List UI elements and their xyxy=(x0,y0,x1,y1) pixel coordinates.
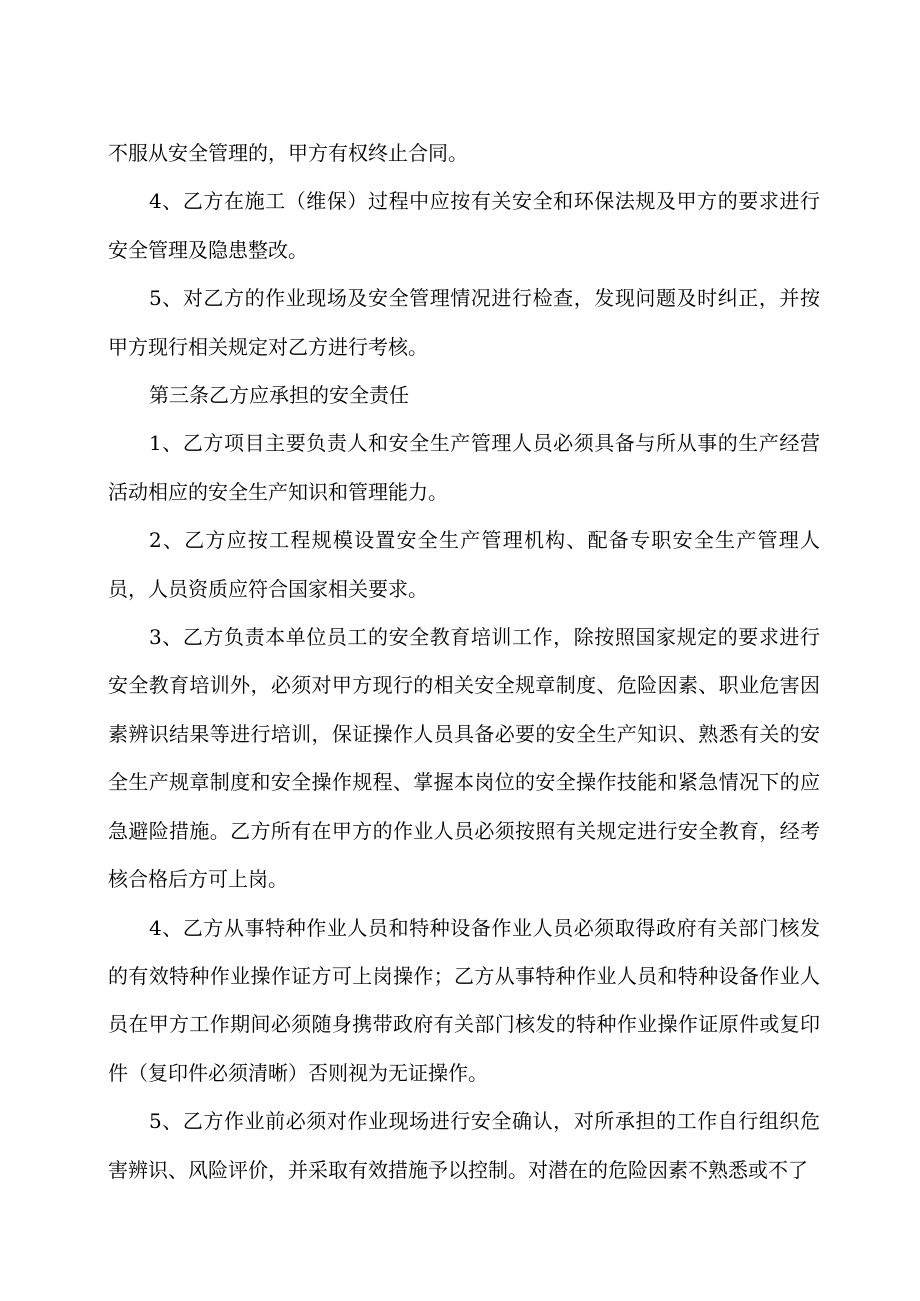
paragraph-9: 5、乙方作业前必须对作业现场进行安全确认，对所承担的工作自行组织危害辨识、风险评价，并采取有效措施予以控制。对潜在的危险因素不熟悉或不了 xyxy=(108,1109,820,1182)
section-heading-article-3: 第三条乙方应承担的安全责任 xyxy=(149,383,409,408)
paragraph-7: 3、乙方负责本单位员工的安全教育培训工作，除按照国家规定的要求进行安全教育培训外，必须对甲方现行的相关安全规章制度、危险因素、职业危害因素辨识结果等进行培训，保证操作人员具备必要的安全生产知识、熟悉有关的安全生产规章制度和安全操作规程、掌握本岗位的安全操作技能和紧急情况下的应急避险措施。乙方所有在甲方的作业人员必须按照有关规定进行安全教育，经考核合格后方可上岗。 xyxy=(108,625,820,892)
paragraph-5: 1、乙方项目主要负责人和安全生产管理人员必须具备与所从事的生产经营活动相应的安全生产知识和管理能力。 xyxy=(108,431,820,504)
paragraph-6: 2、乙方应按工程规模设置安全生产管理机构、配备专职安全生产管理人员，人员资质应符合国家相关要求。 xyxy=(108,528,820,601)
paragraph-3: 5、对乙方的作业现场及安全管理情况进行检查，发现问题及时纠正，并按甲方现行相关规定对乙方进行考核。 xyxy=(108,286,820,359)
paragraph-2: 4、乙方在施工（维保）过程中应按有关安全和环保法规及甲方的要求进行安全管理及隐患整改。 xyxy=(108,189,820,262)
paragraph-1: 不服从安全管理的，甲方有权终止合同。 xyxy=(108,141,468,165)
paragraph-8: 4、乙方从事特种作业人员和特种设备作业人员必须取得政府有关部门核发的有效特种作业操作证方可上岗操作；乙方从事特种作业人员和特种设备作业人员在甲方工作期间必须随身携带政府有关部门核发的特种作业操作证原件或复印件（复印件必须清晰）否则视为无证操作。 xyxy=(108,915,820,1085)
document-body xyxy=(108,129,820,1194)
